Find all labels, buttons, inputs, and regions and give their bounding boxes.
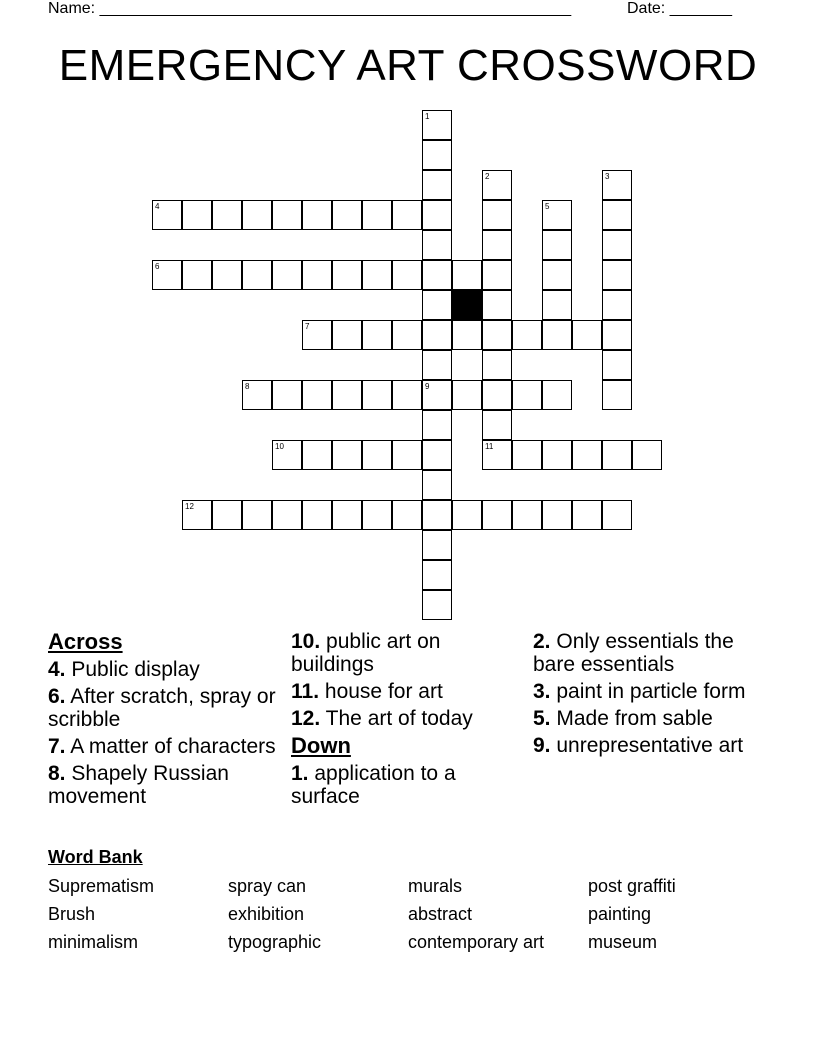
word-bank-heading: Word Bank [48,847,143,867]
clue-across-6: 6. After scratch, spray or scribble [48,685,276,731]
grid-cell[interactable] [482,320,512,350]
grid-cell[interactable] [422,200,452,230]
word-bank-item: typographic [228,932,322,952]
grid-cell[interactable] [272,260,302,290]
word-bank-item: Suprematism [48,876,155,896]
cell-number: 7 [305,322,310,331]
word-bank-item: spray can [228,876,307,896]
clue-across-4: 4. Public display [48,658,200,681]
grid-cell[interactable] [572,440,602,470]
grid-cell[interactable] [362,320,392,350]
across-heading: Across [48,629,123,654]
clue-down-9: 9. unrepresentative art [533,734,744,757]
cell-number: 3 [605,172,610,181]
grid-cell[interactable] [482,200,512,230]
grid-cell[interactable] [482,230,512,260]
clues-column-2 [291,630,521,812]
grid-cell[interactable] [242,380,272,410]
cell-number: 8 [245,382,250,391]
clue-down-3: 3. paint in particle form [533,680,746,703]
grid-cell[interactable] [422,440,452,470]
grid-cell[interactable] [602,500,632,530]
grid-cell[interactable] [602,170,632,200]
grid-cell[interactable] [422,350,452,380]
grid-cell[interactable] [422,290,452,320]
grid-cell[interactable] [542,200,572,230]
grid-cell[interactable] [512,440,542,470]
grid-cell[interactable] [422,170,452,200]
grid-cell[interactable] [602,230,632,260]
page-title: EMERGENCY ART CROSSWORD [58,41,758,90]
word-bank-item: museum [588,932,658,952]
grid-cell[interactable] [212,260,242,290]
grid-cell[interactable] [392,320,422,350]
grid-cell[interactable] [212,200,242,230]
grid-cell[interactable] [482,170,512,200]
cell-number: 12 [185,502,194,511]
word-bank-item: Brush [48,904,96,924]
grid-cell[interactable] [482,410,512,440]
grid-cell[interactable] [392,260,422,290]
grid-cell[interactable] [542,500,572,530]
cell-number: 2 [485,172,490,181]
grid-cell[interactable] [362,440,392,470]
word-bank-item: murals [408,876,463,896]
grid-cell[interactable] [302,500,332,530]
grid-cell[interactable] [362,500,392,530]
grid-cell[interactable] [302,320,332,350]
grid-cell[interactable] [302,260,332,290]
cell-number: 5 [545,202,550,211]
grid-cell[interactable] [272,200,302,230]
grid-cell[interactable] [422,470,452,500]
grid-cell[interactable] [422,380,452,410]
clues-column-3 [533,630,753,761]
grid-cell[interactable] [602,350,632,380]
grid-cell[interactable] [422,110,452,140]
clue-across-8: 8. Shapely Russian movement [48,762,229,808]
grid-cell[interactable] [422,410,452,440]
grid-cell[interactable] [392,500,422,530]
grid-cell[interactable] [272,440,302,470]
grid-cell[interactable] [242,200,272,230]
cell-number: 11 [485,442,494,451]
grid-cell[interactable] [332,440,362,470]
grid-cell[interactable] [572,320,602,350]
clue-across-10: 10. public art on buildings [291,630,441,676]
cell-number: 10 [275,442,284,451]
grid-cell[interactable] [302,440,332,470]
grid-cell[interactable] [452,380,482,410]
down-heading: Down [291,733,351,758]
grid-cell[interactable] [302,200,332,230]
grid-cell[interactable] [602,200,632,230]
grid-cell[interactable] [332,260,362,290]
grid-cell[interactable] [452,320,482,350]
grid-cell[interactable] [482,440,512,470]
grid-cell[interactable] [602,380,632,410]
grid-cell[interactable] [512,500,542,530]
grid-cell[interactable] [632,440,662,470]
grid-cell[interactable] [422,230,452,260]
clue-across-11: 11. house for art [291,680,443,703]
grid-cell[interactable] [482,500,512,530]
grid-cell[interactable] [422,530,452,560]
grid-cell[interactable] [482,290,512,320]
word-bank-item: minimalism [48,932,138,952]
word-bank-item: exhibition [228,904,305,924]
word-bank-item: post graffiti [588,876,676,896]
grid-cell[interactable] [152,260,182,290]
grid-cell[interactable] [602,290,632,320]
grid-cell[interactable] [332,320,362,350]
cell-number: 4 [155,202,160,211]
grid-cell[interactable] [362,260,392,290]
grid-cell[interactable] [482,380,512,410]
grid-cell[interactable] [332,380,362,410]
grid-cell[interactable] [422,500,452,530]
grid-cell[interactable] [392,200,422,230]
grid-cell[interactable] [182,200,212,230]
grid-cell[interactable] [422,140,452,170]
grid-cell[interactable] [452,260,482,290]
grid-cell[interactable] [422,590,452,620]
grid-cell[interactable] [212,500,242,530]
grid-cell[interactable] [542,230,572,260]
word-bank-item: painting [588,904,652,924]
grid-cell[interactable] [242,260,272,290]
grid-cell[interactable] [332,200,362,230]
name-field[interactable]: Name: _____________________________________________________ [48,0,572,17]
word-bank-item: abstract [408,904,473,924]
cell-number: 1 [425,112,430,121]
grid-cell[interactable] [272,380,302,410]
clue-across-12: 12. The art of today [291,707,473,730]
grid-cell[interactable] [182,260,212,290]
grid-cell[interactable] [482,260,512,290]
grid-cell[interactable] [422,560,452,590]
grid-cell[interactable] [482,350,512,380]
clue-down-5: 5. Made from sable [533,707,713,730]
grid-cell[interactable] [542,440,572,470]
clue-down-1: 1. application to a surface [291,762,456,808]
grid-cell[interactable] [542,320,572,350]
grid-cell[interactable] [242,500,272,530]
grid-cell[interactable] [542,260,572,290]
date-field[interactable]: Date: _______ [627,0,732,17]
grid-cell[interactable] [182,500,212,530]
grid-cell[interactable] [512,380,542,410]
grid-cell[interactable] [572,500,602,530]
grid-cell[interactable] [542,290,572,320]
grid-cell[interactable] [602,260,632,290]
grid-cell[interactable] [512,320,542,350]
grid-cell[interactable] [602,440,632,470]
grid-cell[interactable] [422,320,452,350]
clue-across-7: 7. A matter of characters [48,735,276,758]
clue-down-2: 2. Only essentials the bare essentials [533,630,734,676]
black-square [452,290,482,320]
grid-cell[interactable] [332,500,362,530]
grid-cell[interactable] [362,380,392,410]
grid-cell[interactable] [392,440,422,470]
cell-number: 6 [155,262,160,271]
grid-cell[interactable] [452,500,482,530]
grid-cell[interactable] [302,380,332,410]
grid-cell[interactable] [542,380,572,410]
grid-cell[interactable] [422,260,452,290]
grid-cell[interactable] [392,380,422,410]
cell-number: 9 [425,382,430,391]
grid-cell[interactable] [152,200,182,230]
clues-column-1 [48,630,278,812]
grid-cell[interactable] [602,320,632,350]
grid-cell[interactable] [362,200,392,230]
word-bank-item: contemporary art [408,932,545,952]
grid-cell[interactable] [272,500,302,530]
